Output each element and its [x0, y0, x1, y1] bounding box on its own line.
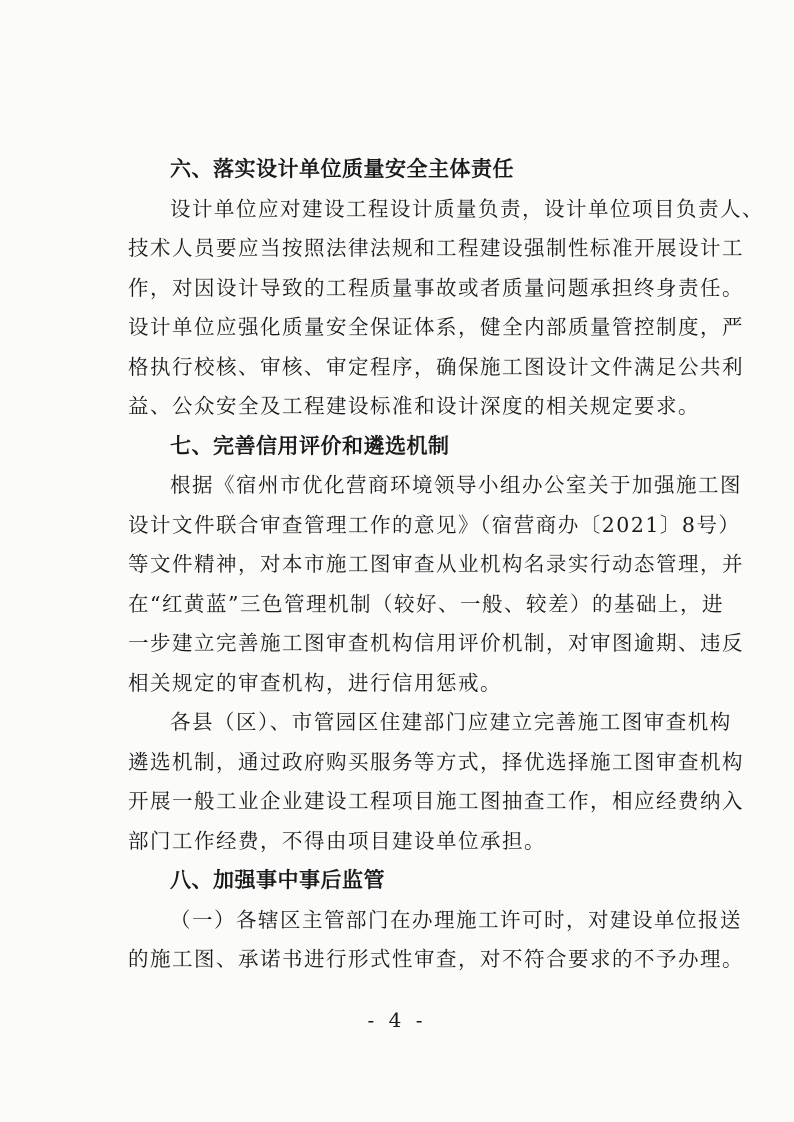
text-line: 一步建立完善施工图审查机构信用评价机制，对审图逾期、违反 — [128, 631, 744, 655]
paragraph — [128, 703, 744, 861]
document-body — [128, 150, 764, 980]
text-line: （一）各辖区主管部门在办理施工许可时，对建设单位报送 — [170, 907, 742, 932]
text-line: 益、公众安全及工程建设标准和设计深度的相关规定要求。 — [128, 394, 700, 418]
text-line: 遴选机制，通过政府购买服务等方式，择优选择施工图审查机构 — [128, 749, 744, 774]
text-line: 相关规定的审查机构，进行信用惩戒。 — [128, 670, 502, 695]
text-line: 设计单位应强化质量安全保证体系，健全内部质量管控制度，严 — [128, 315, 744, 339]
text-line: 格执行校核、审核、审定程序，确保施工图设计文件满足公共利 — [128, 354, 744, 379]
text-line: 作，对因设计导致的工程质量事故或者质量问题承担终身责任。 — [128, 275, 744, 300]
page-number: - 4 - — [367, 1008, 427, 1032]
text-line: 开展一般工业企业建设工程项目施工图抽查工作，相应经费纳入 — [128, 789, 744, 813]
text-line: 的施工图、承诺书进行形式性审查，对不符合要求的不予办理。 — [128, 947, 744, 971]
text-line: 部门工作经费，不得由项目建设单位承担。 — [128, 828, 546, 853]
text-line: 根据《宿州市优化营商环境领导小组办公室关于加强施工图 — [170, 473, 742, 497]
text-line: 技术人员要应当按照法律法规和工程建设强制性标准开展设计工 — [128, 236, 744, 260]
section-heading-6: 六、落实设计单位质量安全主体责任 — [170, 157, 514, 181]
text-line: 在“红黄蓝”三色管理机制（较好、一般、较差）的基础上，进 — [128, 591, 724, 616]
text-line: 各县（区）、市管园区住建部门应建立完善施工图审查机构 — [170, 710, 732, 734]
text-line: 设计单位应对建设工程设计质量负责，设计单位项目负责人、 — [170, 196, 764, 221]
text-line: 设计文件联合审查管理工作的意见》（宿营商办〔2021〕8号） — [128, 512, 741, 537]
paragraph — [128, 190, 764, 427]
paragraph — [128, 466, 744, 703]
paragraph — [128, 901, 744, 980]
text-line: 等文件精神，对本市施工图审查从业机构名录实行动态管理，并 — [128, 552, 744, 576]
section-heading-8: 八、加强事中事后监管 — [170, 868, 385, 892]
section-heading-7: 七、完善信用评价和遴选机制 — [170, 433, 450, 458]
